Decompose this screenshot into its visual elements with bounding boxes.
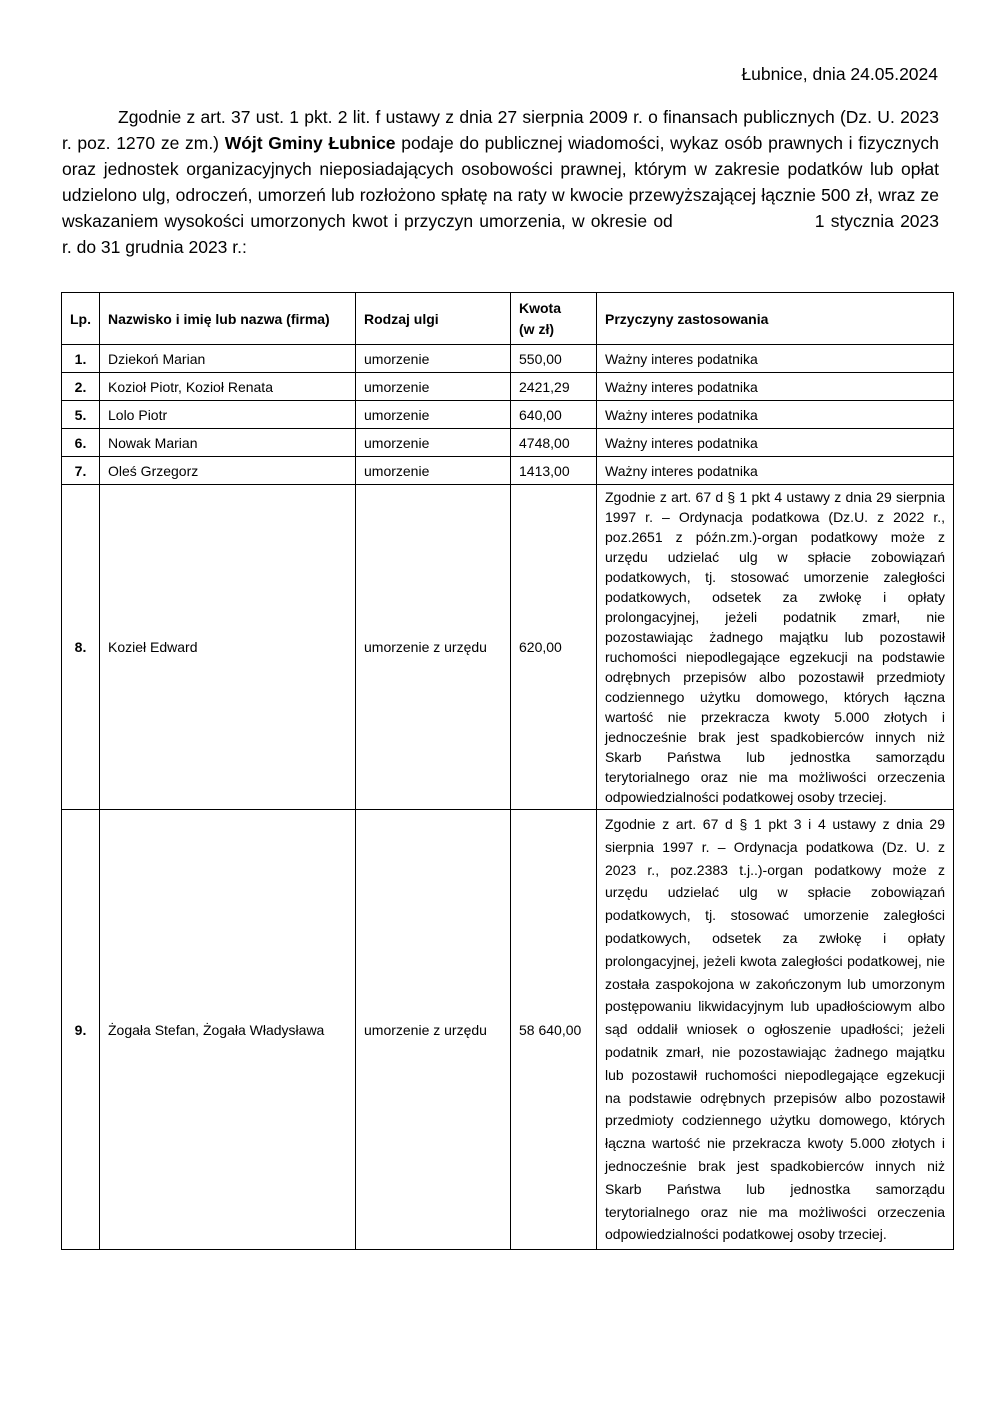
- row-amount: 1413,00: [511, 457, 597, 485]
- place-and-date: Łubnice, dnia 24.05.2024: [741, 64, 938, 84]
- row-type: umorzenie: [356, 345, 511, 373]
- row-name: Nowak Marian: [100, 429, 356, 457]
- relief-table: [61, 292, 954, 1250]
- row-amount: 620,00: [511, 485, 597, 810]
- intro-period: 1 stycznia 2023 r. do 31 grudnia 2023 r.:: [62, 211, 939, 257]
- row-amount: 640,00: [511, 401, 597, 429]
- row-lp: 6.: [62, 429, 100, 457]
- header-amount-line1: Kwota: [519, 299, 561, 316]
- header-type: Rodzaj ulgi: [356, 293, 511, 345]
- row-amount: 550,00: [511, 345, 597, 373]
- row-name: Lolo Piotr: [100, 401, 356, 429]
- row-type: umorzenie: [356, 373, 511, 401]
- row-name: Oleś Grzegorz: [100, 457, 356, 485]
- row-lp: 9.: [62, 810, 100, 1250]
- row-name: Żogała Stefan, Żogała Władysława: [100, 810, 356, 1250]
- row-lp: 2.: [62, 373, 100, 401]
- intro-authority-name: Wójt Gminy Łubnice: [224, 133, 396, 153]
- table-row: [62, 810, 954, 1250]
- row-reason: Ważny interes podatnika: [597, 429, 954, 457]
- table-row: [62, 401, 954, 429]
- row-type: umorzenie: [356, 429, 511, 457]
- row-type: umorzenie z urzędu: [356, 810, 511, 1250]
- table-header-row: [62, 293, 954, 345]
- row-name: Kozioł Piotr, Kozioł Renata: [100, 373, 356, 401]
- row-reason: Zgodnie z art. 67 d § 1 pkt 4 ustawy z dnia 29 sierpnia 1997 r. – Ordynacja podatkowa (Dz.U. z 2022 r., poz.2651 z późn.zm.)-organ podatkowy może z urzędu udzielać ulg w spłacie zobowiązań podatkowych, tj. stosować umorzenie zaległości podatkowych, odsetek za zwłokę i opłaty prolongacyjnej, jeżeli podatnik zmarł, nie pozostawiając żadnego majątku lub pozostawił ruchomości niepodlegające egzekucji na podstawie odrębnych przepisów albo pozostawił przedmioty codziennego użytku domowego, których łączna wartość nie przekracza kwoty 5.000 złotych i jednocześnie brak jest spadkobierców innych niż Skarb Państwa lub jednostka samorządu terytorialnego oraz nie ma możliwości orzeczenia odpowiedzialności podatkowej osoby trzeciej.: [597, 485, 954, 810]
- row-reason: Ważny interes podatnika: [597, 373, 954, 401]
- intro-text-part1: Zgodnie z art. 37 ust. 1 pkt. 2 lit. f ustawy z dnia 27 sierpnia 2009 r. o finansach publicznych (Dz. U. 2023 r. poz. 1270 ze zm.): [62, 107, 939, 153]
- row-lp: 5.: [62, 401, 100, 429]
- header-amount: [511, 293, 597, 345]
- row-reason: Zgodnie z art. 67 d § 1 pkt 3 i 4 ustawy z dnia 29 sierpnia 1997 r. – Ordynacja podatkowa (Dz. U. z 2023 r., poz.2383 t.j..)-organ podatkowy może z urzędu udzielać ulg w spłacie zobowiązań podatkowych, tj. stosować umorzenie zaległości podatkowych, odsetek za zwłokę i opłaty prolongacyjnej, jeżeli kwota zaległości podatkowej, nie została zaspokojona w zakończonym lub umorzonym postępowaniu likwidacyjnym lub upadłościowym albo sąd oddalił wniosek o ogłoszenie upadłości; jeżeli podatnik zmarł, nie pozostawiając żadnego majątku lub pozostawił ruchomości niepodlegające egzekucji na podstawie odrębnych przepisów albo pozostawił przedmioty codziennego użytku domowego, których łączna wartość nie przekracza kwoty 5.000 złotych i jednocześnie brak jest spadkobierców innych niż Skarb Państwa lub jednostka samorządu terytorialnego oraz nie ma możliwości orzeczenia odpowiedzialności podatkowej osoby trzeciej.: [597, 810, 954, 1250]
- row-type: umorzenie z urzędu: [356, 485, 511, 810]
- header-name: Nazwisko i imię lub nazwa (firma): [100, 293, 356, 345]
- row-amount: 4748,00: [511, 429, 597, 457]
- row-type: umorzenie: [356, 401, 511, 429]
- row-reason: Ważny interes podatnika: [597, 401, 954, 429]
- table-row: [62, 457, 954, 485]
- row-type: umorzenie: [356, 457, 511, 485]
- intro-text-part2: podaje do publicznej wiadomości, wykaz osób prawnych i fizycznych oraz jednostek organizacyjnych nieposiadających osobowości prawnej, którym w zakresie podatków lub opłat udzielono ulg, odroczeń, umorzeń lub rozłożono spłatę na raty w kwocie przewyższającej łącznie 500 zł, wraz ze wskazaniem wysokości umorzonych kwot i przyczyn umorzenia, w okresie od: [62, 133, 939, 231]
- row-name: Kozieł Edward: [100, 485, 356, 810]
- table-row: [62, 345, 954, 373]
- row-lp: 8.: [62, 485, 100, 810]
- table-row: [62, 429, 954, 457]
- row-reason: Ważny interes podatnika: [597, 345, 954, 373]
- header-lp: Lp.: [62, 293, 100, 345]
- row-amount: 58 640,00: [511, 810, 597, 1250]
- row-reason: Ważny interes podatnika: [597, 457, 954, 485]
- row-amount: 2421,29: [511, 373, 597, 401]
- table-row: [62, 485, 954, 810]
- table-row: [62, 373, 954, 401]
- intro-paragraph: [62, 104, 939, 260]
- row-lp: 7.: [62, 457, 100, 485]
- row-name: Dziekoń Marian: [100, 345, 356, 373]
- row-lp: 1.: [62, 345, 100, 373]
- header-amount-line2: (w zł): [519, 320, 554, 337]
- header-reason: Przyczyny zastosowania: [597, 293, 954, 345]
